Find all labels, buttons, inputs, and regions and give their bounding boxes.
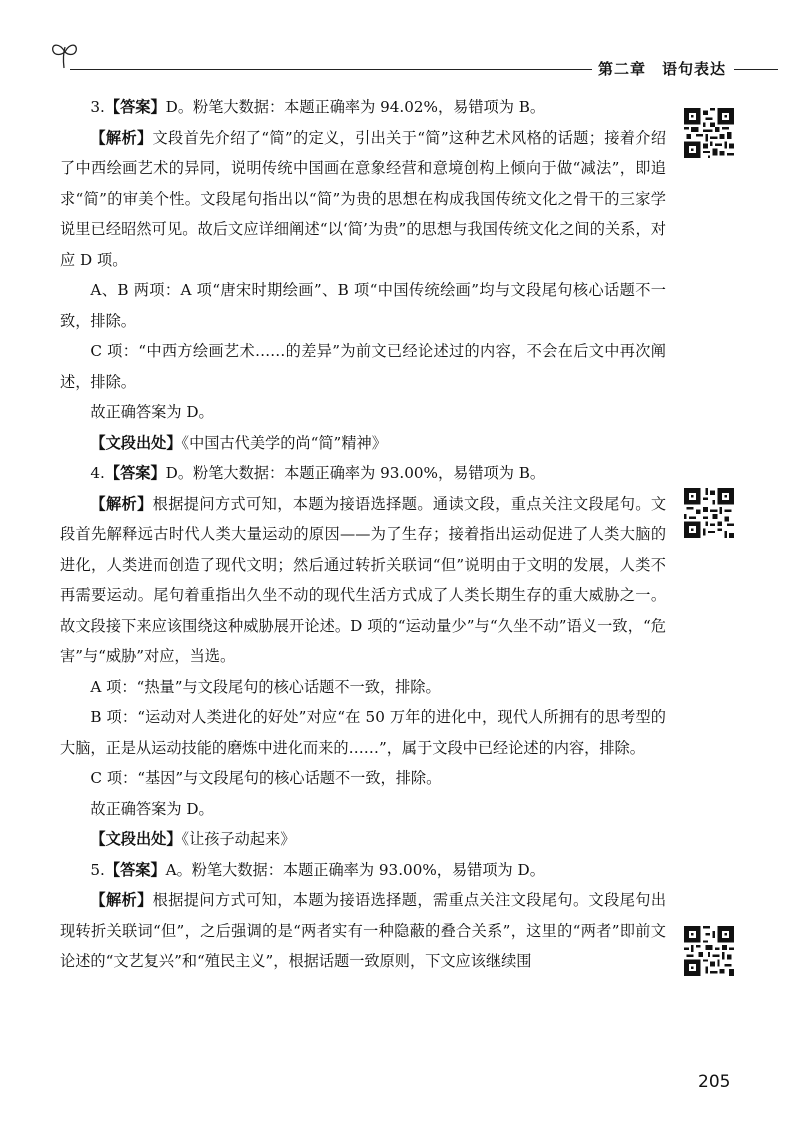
paragraph <box>60 885 666 977</box>
paragraph <box>60 702 666 763</box>
source-label: 【文段出处】 <box>90 830 182 848</box>
qr-code-icon[interactable] <box>684 488 734 538</box>
question-number: 5. <box>90 860 105 879</box>
analysis-label: 【解析】 <box>90 891 153 909</box>
paragraph <box>60 794 666 825</box>
running-header <box>48 38 778 78</box>
paragraph-text: A 项：“热量”与文段尾句的核心话题不一致，排除。 <box>90 677 441 696</box>
paragraph-text: 故正确答案为 D。 <box>90 403 214 421</box>
question-number: 3. <box>90 98 105 116</box>
analysis-label: 【解析】 <box>90 128 153 147</box>
answer-label: 【答案】 <box>104 98 166 116</box>
paragraph <box>60 855 666 886</box>
qr-code-icon[interactable] <box>684 108 734 158</box>
paragraph <box>60 824 666 855</box>
paragraph-text: D。粉笔大数据：本题正确率为 93.00%，易错项为 B。 <box>165 464 546 482</box>
source-label: 【文段出处】 <box>90 433 182 452</box>
qr-code-icon[interactable] <box>684 926 734 976</box>
paragraph-text: 文段首先介绍了“简”的定义，引出关于“简”这种艺术风格的话题；接着介绍了中西绘画艺术的异同，说明传统中国画在意象经营和意境创构上倾向于做“减法”，即追求“简”的审美个性。文段尾句指出以“简”为贵的思想在构成我国传统文化之骨干的三家学说里已经昭然可见。故后文应详细阐述“以‘简’为贵”的思想与我国传统文化之间的关系，对应 D 项。 <box>60 128 667 269</box>
paragraph <box>60 428 666 459</box>
header-rule-right <box>734 69 778 70</box>
paragraph <box>60 123 666 276</box>
paragraph <box>60 275 666 336</box>
paragraph <box>60 458 666 489</box>
answer-explanations <box>60 92 666 977</box>
chapter-section-title: 语句表达 <box>661 60 726 78</box>
paragraph-text: 根据提问方式可知，本题为接语选择题，需重点关注文段尾句。文段尾句出现转折关联词“但”，之后强调的是“两者实有一种隐蔽的叠合关系”，这里的“两者”即前文论述的“文艺复兴”和“殖民主义”，根据话题一致原则，下文应该继续围 <box>60 891 667 970</box>
paragraph-text: C 项：“基因”与文段尾句的核心话题不一致，排除。 <box>90 769 442 787</box>
leaf-ornament-icon <box>48 38 82 72</box>
paragraph <box>60 336 666 397</box>
paragraph-text: A。粉笔大数据：本题正确率为 93.00%，易错项为 D。 <box>165 860 545 879</box>
paragraph-text: 故正确答案为 D。 <box>90 799 214 818</box>
paragraph-text: 根据提问方式可知，本题为接语选择题。通读文段，重点关注文段尾句。文段首先解释远古时代人类大量运动的原因——为了生存；接着指出运动促进了人类大脑的进化，人类进而创造了现代文明；然后通过转折关联词“但”说明由于文明的发展，人类不再需要运动。尾句着重指出久坐不动的现代生活方式成了人类长期生存的重大威胁之一。故文段接下来应该围绕这种威胁展开论述。D 项的“运动量少”与“久坐不动”语义一致，“危害”与“威胁”对应，当选。 <box>60 494 667 665</box>
paragraph <box>60 672 666 703</box>
chapter-number: 第二章 <box>597 60 646 78</box>
header-rule <box>70 69 592 70</box>
page-number: 205 <box>698 1072 731 1092</box>
paragraph <box>60 489 666 672</box>
paragraph <box>60 397 666 428</box>
paragraph <box>60 92 666 123</box>
source-title: 《中国古代美学的尚“简”精神》 <box>181 433 387 452</box>
question-number: 4. <box>90 464 105 482</box>
source-title: 《让孩子动起来》 <box>181 830 296 848</box>
paragraph-text: A、B 两项：A 项“唐宋时期绘画”、B 项“中国传统绘画”均与文段尾句核心话题不一致，排除。 <box>60 281 666 330</box>
answer-label: 【答案】 <box>104 464 166 482</box>
paragraph-text: C 项：“中西方绘画艺术……的差异”为前文已经论述过的内容，不会在后文中再次阐述，排除。 <box>60 342 666 391</box>
analysis-label: 【解析】 <box>90 494 153 513</box>
paragraph <box>60 763 666 794</box>
answer-label: 【答案】 <box>104 860 166 879</box>
paragraph-text: D。粉笔大数据：本题正确率为 94.02%，易错项为 B。 <box>165 98 546 116</box>
chapter-heading <box>598 58 726 79</box>
paragraph-text: B 项：“运动对人类进化的好处”对应“在 50 万年的进化中，现代人所拥有的思考型的大脑，正是从运动技能的磨炼中进化而来的……”，属于文段中已经论述的内容，排除。 <box>60 708 666 757</box>
